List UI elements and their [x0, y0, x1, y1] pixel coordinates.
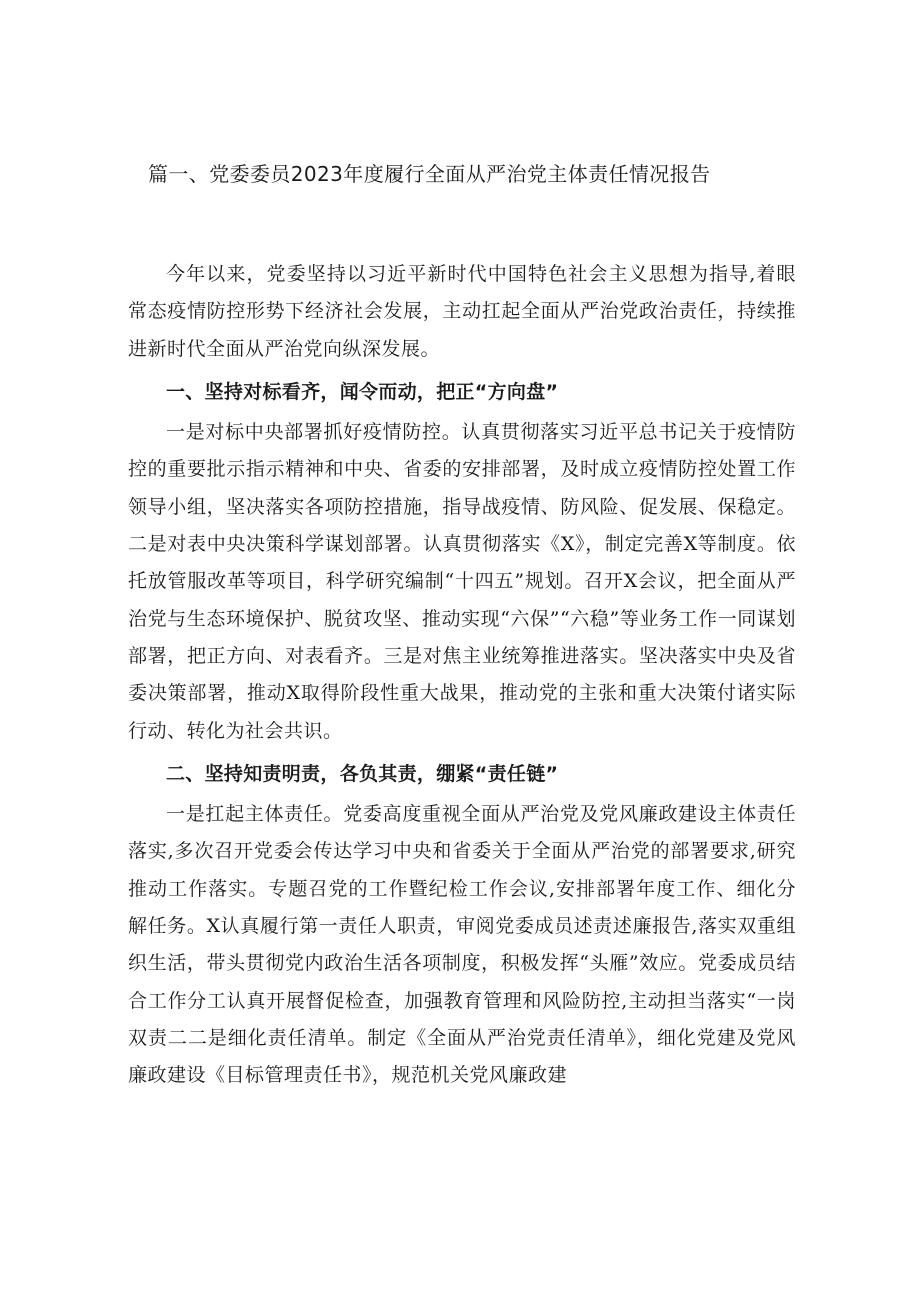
intro-paragraph: 今年以来，党委坚持以习近平新时代中国特色社会主义思想为指导,着眼常态疫情防控形势下经济社会发展，主动扛起全面从严治党政治责任，持续推进新时代全面从严治党向纵深发展。	[128, 263, 796, 360]
document-title: 篇一、党委委员2023年度履行全面从严治党主体责任情况报告	[148, 162, 711, 186]
section-heading-1: 一、坚持对标看齐，闻令而动，把正“方向盘”	[166, 380, 559, 403]
document-body	[128, 256, 796, 1095]
section-body-2: 一是扛起主体责任。党委高度重视全面从严治党及党风廉政建设主体责任落实,多次召开党委会传达学习中央和省委关于全面从严治党的部署要求,研究推动工作落实。专题召党的工作暨纪检工作会议,安排部署年度工作、细化分解任务。X认真履行第一责任人职责，审阅党委成员述责述廉报告,落实双重组织生活，带头贯彻党内政治生活各项制度，积极发挥“头雁”效应。党委成员结合工作分工认真开展督促检查，加强教育管理和风险防控,主动担当落实“一岗双责二二是细化责任清单。制定《全面从严治党责任清单》，细化党建及党风廉政建设《目标管理责任书》，规范机关党风廉政建	[128, 803, 796, 1087]
section-body-1: 一是对标中央部署抓好疫情防控。认真贯彻落实习近平总书记关于疫情防控的重要批示指示精神和中央、省委的安排部署，及时成立疫情防控处置工作领导小组，坚决落实各项防控措施，指导战疫情、防风险、促发展、保稳定。二是对表中央决策科学谋划部署。认真贯彻落实《X》，制定完善X等制度。依托放管服改革等项目，科学研究编制“十四五”规划。召开X会议，把全面从严治党与生态环境保护、脱贫攻坚、推动实现“六保”“六稳”等业务工作一同谋划部署，把正方向、对表看齐。三是对焦主业统筹推进落实。坚决落实中央及省委决策部署，推动X取得阶段性重大战果，推动党的主张和重大决策付诸实际行动、转化为社会共识。	[128, 421, 796, 742]
section-heading-2: 二、坚持知责明责，各负其责，绷紧“责任链”	[166, 762, 559, 785]
